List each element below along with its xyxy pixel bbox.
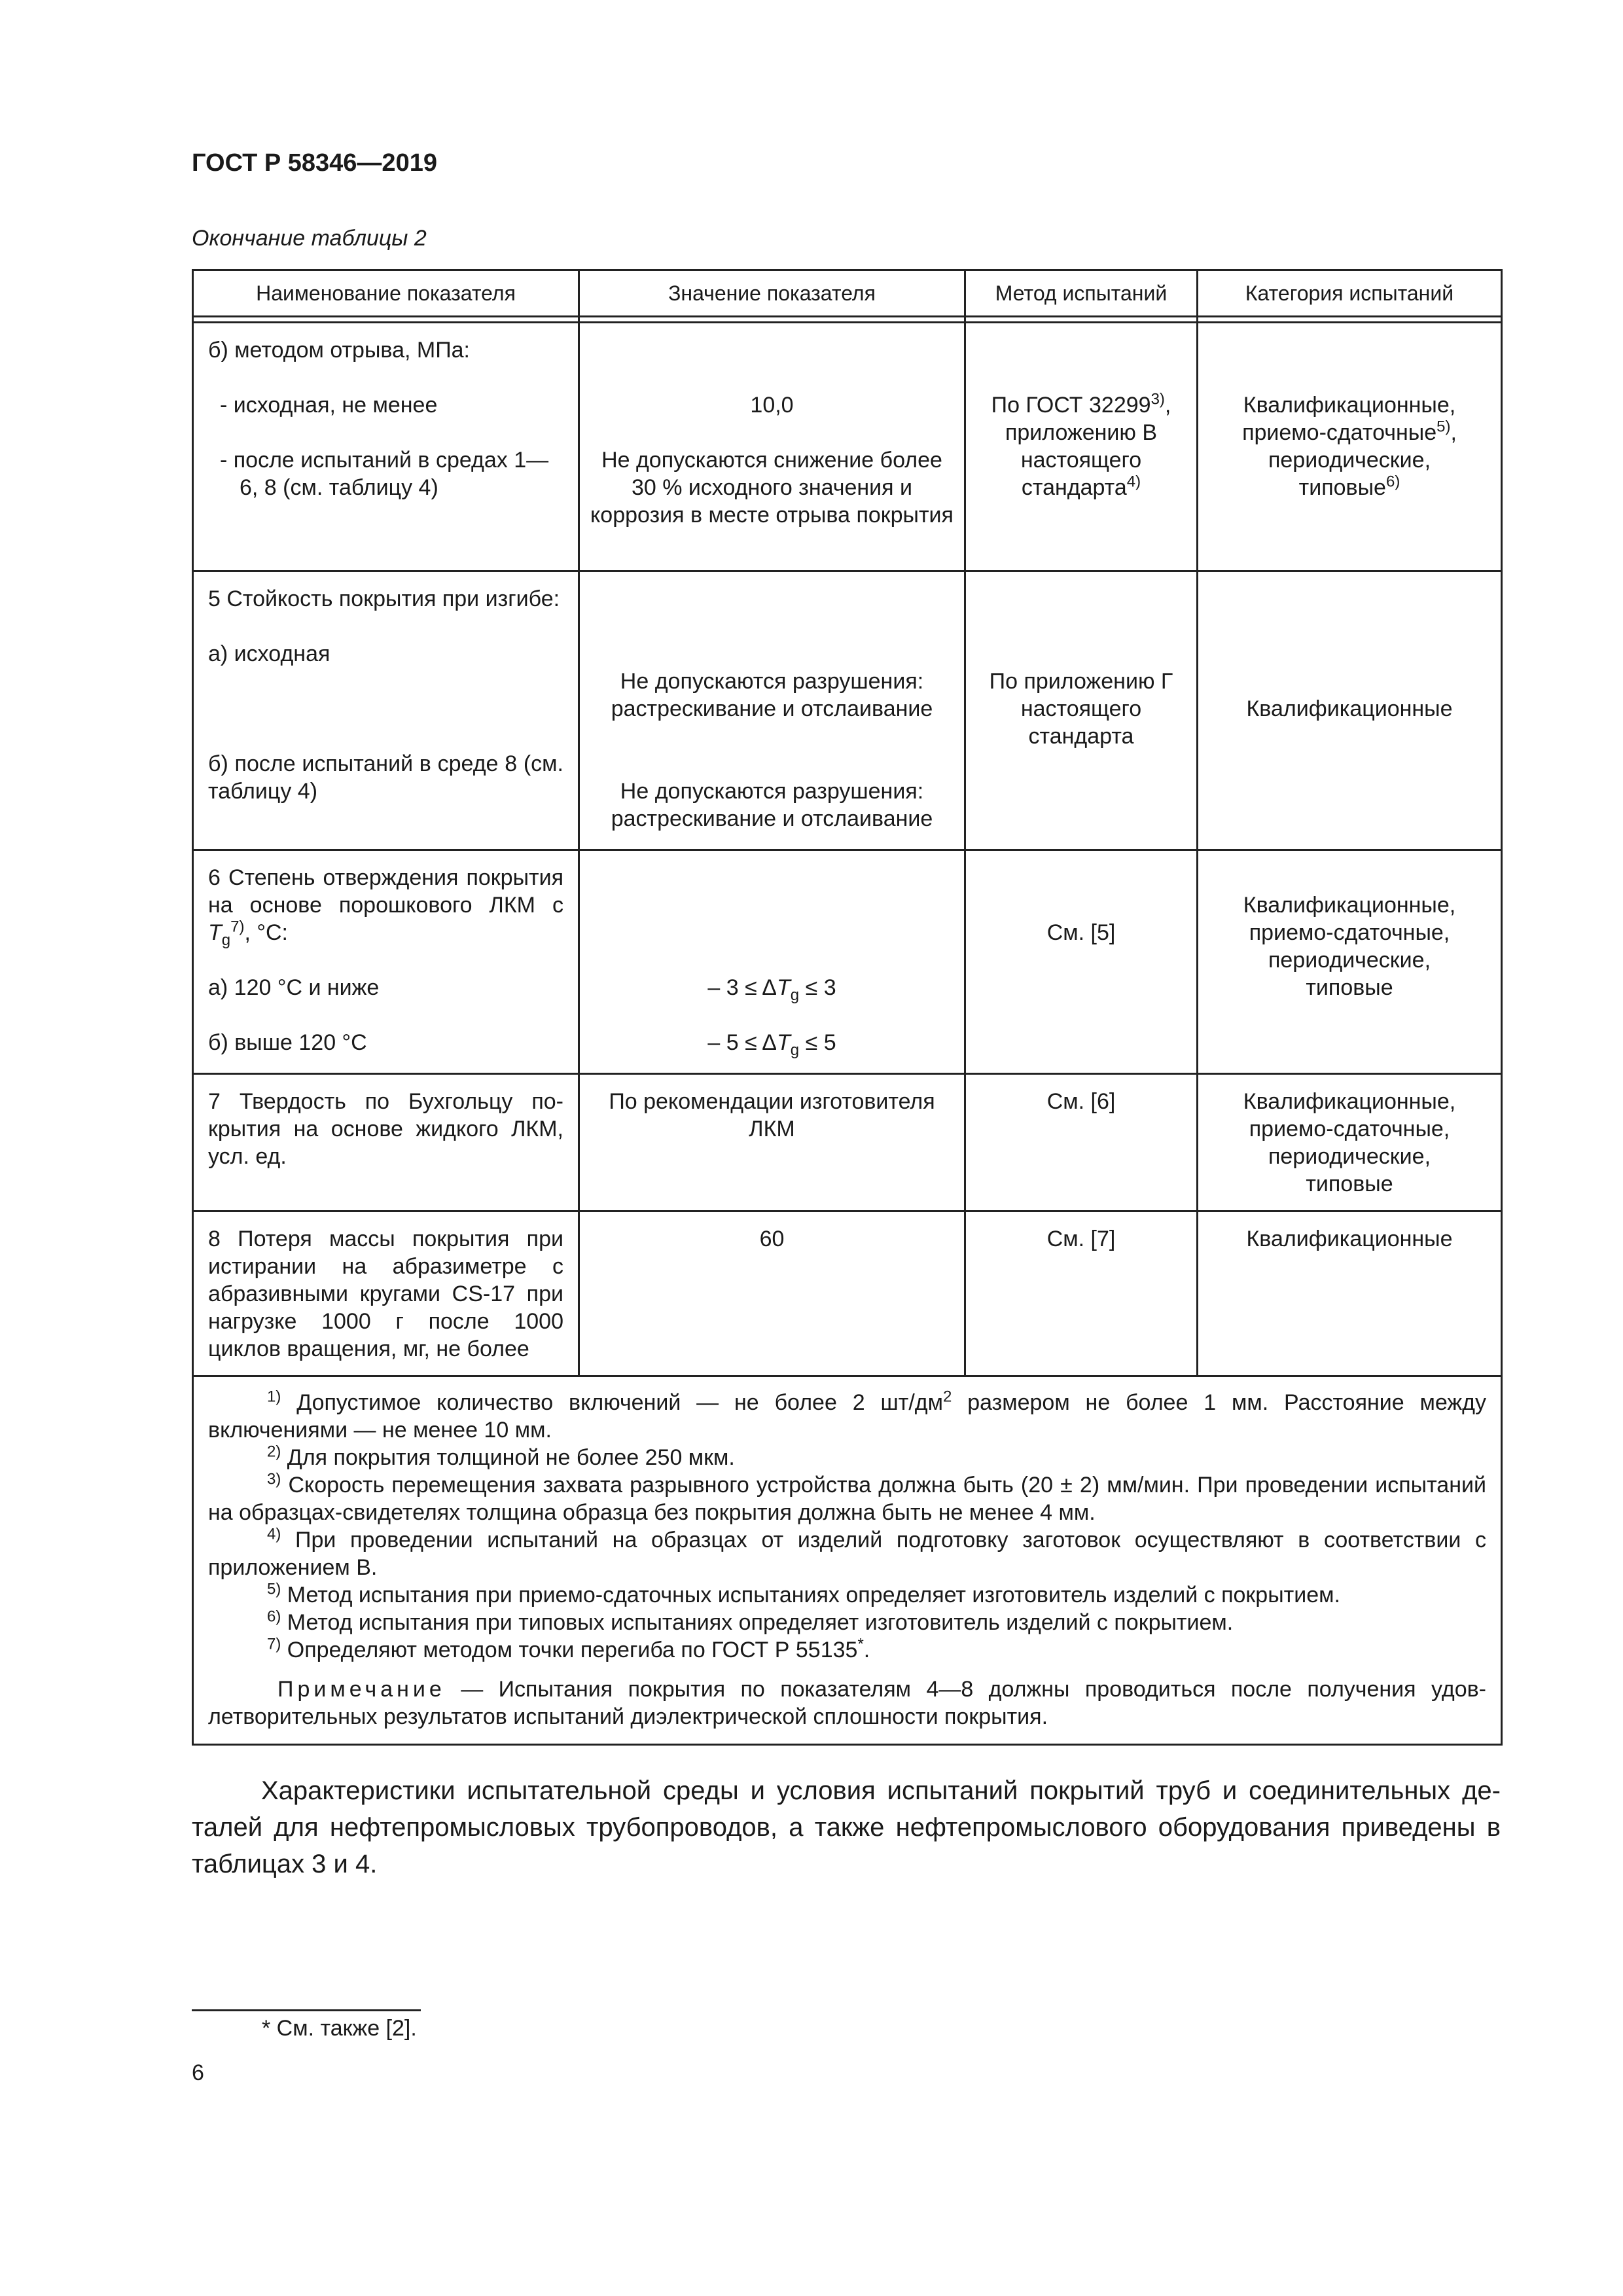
indicator-sub: б) выше 120 °С xyxy=(208,1030,367,1055)
footnote-text: Допустимое количество включений — не более 2 шт/дм xyxy=(296,1390,943,1415)
footnote-mark: 6) xyxy=(267,1607,281,1626)
method-text: См. [5] xyxy=(1046,920,1116,945)
column-header: Метод испытаний xyxy=(965,270,1198,317)
indicator-title: б) методом отрыва, МПа: xyxy=(208,338,470,363)
footnote-text: . xyxy=(863,1638,870,1662)
note-label: Примечание xyxy=(277,1677,446,1702)
category-text: приемо-сдаточные, xyxy=(1249,920,1450,945)
value-text: ≤ 3 xyxy=(799,975,836,1000)
table-row xyxy=(193,850,1502,1074)
indicators-table xyxy=(192,269,1503,1746)
symbol-t: T xyxy=(208,920,222,945)
method-text: По ГОСТ 32299 xyxy=(991,393,1151,418)
indicator-cell: 8 Потеря массы покрытия при истирании на абразиметре с абразивными кругами CS-17 при нагрузке 1000 г после 1000 циклов вращения, мг, не более xyxy=(193,1211,579,1376)
category-text: Квалификационные, xyxy=(1243,893,1456,918)
method-cell: См. [7] xyxy=(965,1211,1198,1376)
footnote-mark: 7) xyxy=(267,1635,281,1653)
indicator-sub: - после испытаний в средах 1—6, 8 (см. таблицу 4) xyxy=(220,448,549,500)
table-footnote xyxy=(208,1471,1486,1526)
category-cell xyxy=(1198,323,1502,571)
value-text: Не допускаются разрушения: растрескивание и отслаивание xyxy=(611,669,933,721)
footnote-ref: 4) xyxy=(1126,473,1141,491)
table-footnote xyxy=(208,1526,1486,1581)
symbol-sub: g xyxy=(221,931,231,949)
value-text: ≤ 5 xyxy=(799,1030,836,1055)
indicator-cell xyxy=(193,323,579,571)
category-text: периодические, xyxy=(1268,448,1431,473)
table-footnote xyxy=(208,1581,1486,1609)
table-caption: Окончание таблицы 2 xyxy=(192,226,427,251)
table-row xyxy=(193,1211,1502,1376)
footnote-ref: 3) xyxy=(1150,390,1165,408)
category-text: типовые xyxy=(1298,475,1386,500)
column-header: Значение показателя xyxy=(579,270,965,317)
value-cell xyxy=(579,323,965,571)
value-cell xyxy=(579,571,965,850)
table-footnote xyxy=(208,1609,1486,1636)
table-row xyxy=(193,1074,1502,1211)
method-cell xyxy=(965,323,1198,571)
indicator-sub: а) исходная xyxy=(208,641,330,666)
footnote-text: Метод испытания при типовых испытаниях определяет изготовитель изделий с покрытием. xyxy=(287,1610,1234,1635)
header-gap xyxy=(193,317,1502,323)
footnote-sup: 2 xyxy=(942,1388,952,1406)
table-row xyxy=(193,571,1502,850)
category-text: Квалификационные, xyxy=(1243,393,1456,418)
category-text: периодические, xyxy=(1268,1144,1431,1169)
table-footnote xyxy=(208,1636,1486,1664)
category-text: периодические, xyxy=(1268,948,1431,973)
category-text: Квалификационные xyxy=(1246,696,1453,721)
category-cell xyxy=(1198,850,1502,1074)
category-cell: Квалификационные xyxy=(1198,1211,1502,1376)
category-text: приемо-сдаточные xyxy=(1242,420,1437,445)
method-text: По приложению Г настоящего стандарта xyxy=(989,669,1173,749)
footnote-mark: 2) xyxy=(267,1443,281,1461)
footnote-sup: * xyxy=(857,1635,864,1653)
footnote-ref: 7) xyxy=(230,918,245,936)
category-text: типовые xyxy=(1306,1172,1393,1196)
indicator-title: 6 Степень отверждения покрытия на основе порошкового ЛКМ с xyxy=(208,865,563,918)
category-cell xyxy=(1198,1074,1502,1211)
indicator-title: 5 Стойкость покрытия при изгибе: xyxy=(208,586,560,611)
table-row xyxy=(193,323,1502,571)
category-text: , xyxy=(1450,420,1457,445)
indicator-cell: 7 Твердость по Бухгольцу покрытия на основе жидкого ЛКМ, усл. ед. xyxy=(193,1074,579,1211)
footnote-mark: 4) xyxy=(267,1525,281,1543)
category-cell xyxy=(1198,571,1502,850)
table-header-row xyxy=(193,270,1502,317)
indicator-sub: а) 120 °С и ниже xyxy=(208,975,380,1000)
table-footnote xyxy=(208,1444,1486,1471)
symbol-t: T xyxy=(777,1030,791,1055)
value-cell: По рекомендации изготовителя ЛКМ xyxy=(579,1074,965,1211)
footnotes-cell xyxy=(193,1376,1502,1745)
footnote-mark: 5) xyxy=(267,1580,281,1598)
footnote-mark: 3) xyxy=(267,1470,281,1488)
category-text: приемо-сдаточные, xyxy=(1249,1117,1450,1141)
footnotes-row xyxy=(193,1376,1502,1745)
symbol-sub: g xyxy=(790,986,800,1004)
footnote-text: При проведении испытаний на образцах от изделий подготовку заготовок осуществляют в соответствии с приложением В. xyxy=(208,1528,1486,1580)
value-cell xyxy=(579,850,965,1074)
body-paragraph: Характеристики испытательной среды и условия испытаний покрытий труб и соединительных деталей для нефтепромысловых трубопроводов, а также нефтепромыслового оборудования приведены в таблицах 3 и 4. xyxy=(192,1776,1501,1878)
value-text: 10,0 xyxy=(750,393,794,418)
value-text: Не допускаются снижение более 30 % исходного значения и коррозия в месте отрыва покрытия xyxy=(590,448,954,528)
indicator-sub: б) после испытаний в среде 8 (см. таблицу 4) xyxy=(208,751,563,804)
footnote-text: Метод испытания при приемо-сдаточных испытаниях определяет изготовитель изделий с покрытием. xyxy=(287,1583,1340,1607)
indicator-title: , °С: xyxy=(244,920,288,945)
footnote-text: Для покрытия толщиной не более 250 мкм. xyxy=(287,1445,735,1470)
method-text: , приложению В настоящего стандарта xyxy=(1005,393,1171,500)
footnote-divider xyxy=(192,2009,421,2011)
value-text: – 3 ≤ Δ xyxy=(707,975,777,1000)
value-text: – 5 ≤ Δ xyxy=(707,1030,777,1055)
page-number: 6 xyxy=(192,2060,204,2085)
footnote-text: размером не более 1 мм. Расстояние между включениями — не менее 10 мм. xyxy=(208,1390,1487,1443)
category-text: Квалификационные, xyxy=(1243,1089,1456,1114)
table-note xyxy=(208,1676,1486,1731)
column-header: Категория испытаний xyxy=(1198,270,1502,317)
method-cell xyxy=(965,571,1198,850)
indicator-cell xyxy=(193,571,579,850)
table-footnote xyxy=(208,1389,1486,1444)
category-text: типовые xyxy=(1306,975,1393,1000)
footnote-ref: 6) xyxy=(1385,473,1400,491)
value-cell: 60 xyxy=(579,1211,965,1376)
footnote-text: Определяют методом точки перегиба по ГОСТ Р 55135 xyxy=(287,1638,858,1662)
indicator-cell xyxy=(193,850,579,1074)
method-cell: См. [6] xyxy=(965,1074,1198,1211)
column-header: Наименование показателя xyxy=(193,270,579,317)
footnote-ref: 5) xyxy=(1436,418,1451,436)
symbol-t: T xyxy=(777,975,791,1000)
footnote-text: Скорость перемещения захвата разрывного устройства должна быть (20 ± 2) мм/мин. При проведении испытаний на образцах-свидетелях толщина образца без покрытия должна быть не менее 4 мм. xyxy=(208,1473,1486,1525)
indicator-sub: - исходная, не менее xyxy=(220,393,438,418)
footnote-mark: 1) xyxy=(267,1388,281,1406)
value-text: Не допускаются разрушения: растрескивание и отслаивание xyxy=(611,779,933,831)
note-text: — Испытания покрытия по показателям 4—8 должны проводиться после получения удовлетворительных результатов испытаний диэлектрической сплошности покрытия. xyxy=(208,1677,1486,1729)
page-footnote: * См. также [2]. xyxy=(262,2016,417,2041)
document-header: ГОСТ Р 58346—2019 xyxy=(192,149,437,177)
method-cell xyxy=(965,850,1198,1074)
symbol-sub: g xyxy=(790,1041,800,1059)
